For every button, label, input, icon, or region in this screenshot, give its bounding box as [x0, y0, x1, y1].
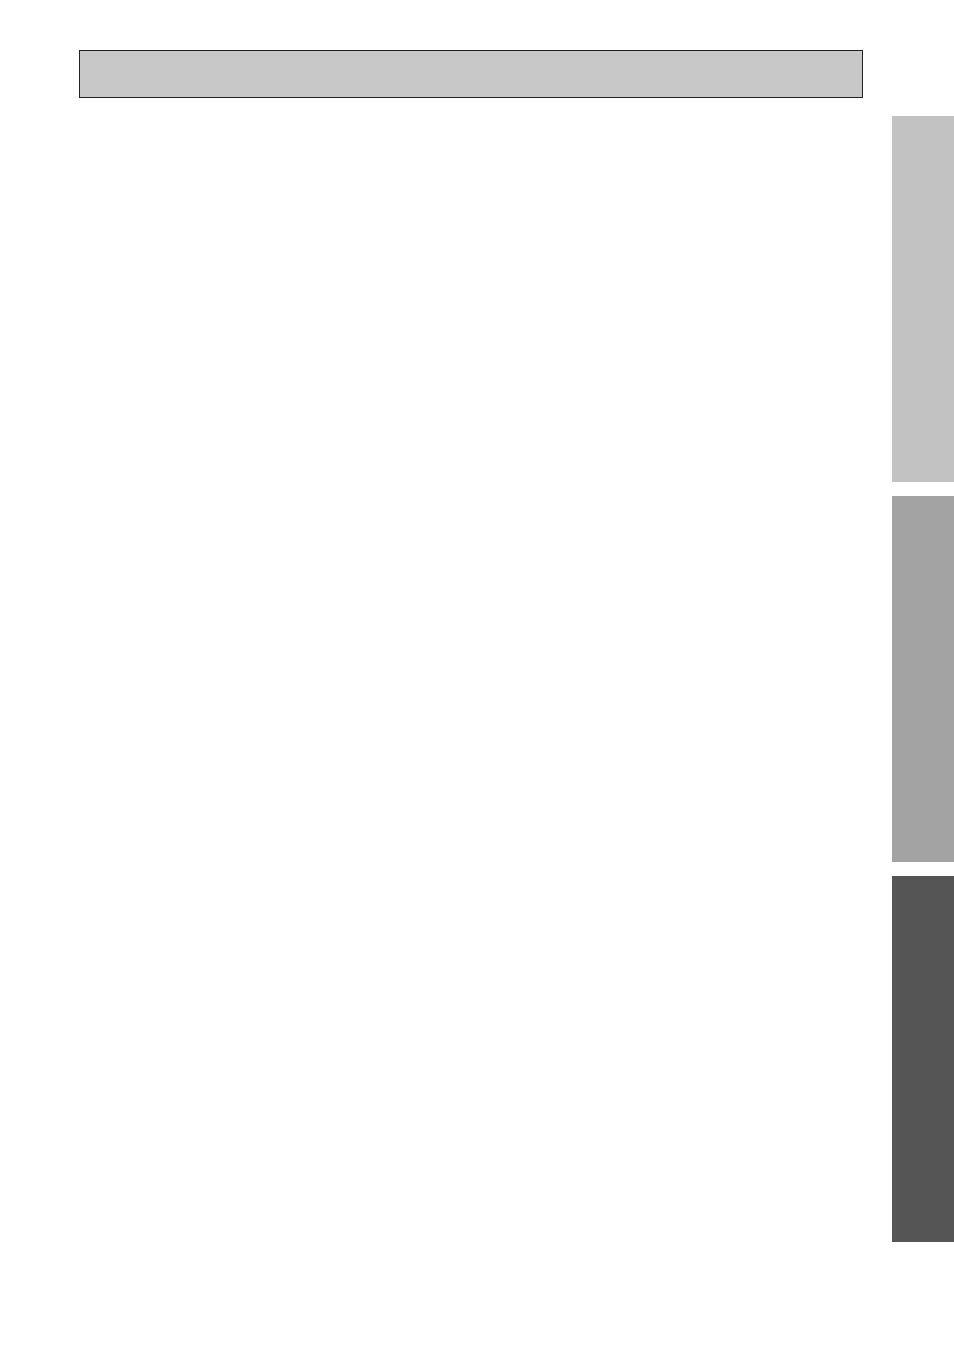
title-banner — [79, 50, 863, 98]
tab-operacion[interactable] — [892, 876, 954, 1242]
tab-configuracion[interactable] — [892, 496, 954, 862]
tab-preparacion[interactable] — [892, 116, 954, 482]
